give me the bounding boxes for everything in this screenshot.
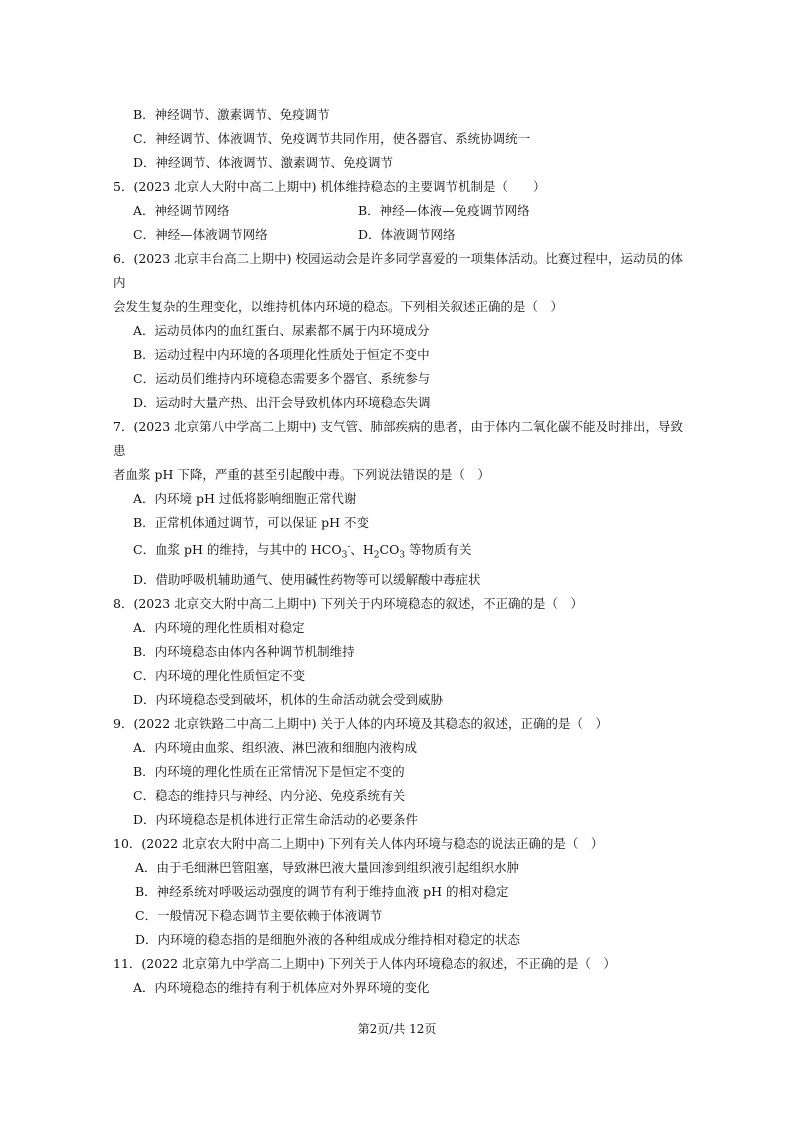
- option-row: [113, 199, 693, 223]
- question-stem: 9．(2022 北京铁路二中高二上期中) 关于人体的内环境及其稳态的叙述，正确的是（ ）: [113, 715, 608, 731]
- question-stem-line2: 会发生复杂的生理变化，以维持机体内环境的稳态。下列相关叙述正确的是（ ）: [113, 299, 564, 314]
- question-5: [113, 175, 693, 247]
- option-c: C．运动员们维持内环境稳态需要多个器官、系统参与: [133, 371, 431, 386]
- option-c-mid2: CO: [379, 542, 400, 558]
- option-a: A．神经调节网络: [133, 203, 230, 218]
- question-6: [113, 247, 693, 415]
- option-d: D．内环境稳态是机体进行正常生命活动的必要条件: [133, 811, 419, 827]
- subscript: 3: [399, 550, 406, 561]
- question-stem: 8．(2023 北京交大附中高二上期中) 下列关于内环境稳态的叙述，不正确的是（ ）: [113, 595, 583, 611]
- option-d: D．内环境的稳态指的是细胞外液的各种组成成分维持相对稳定的状态: [135, 931, 521, 947]
- option-a: A．内环境稳态的维持有利于机体应对外界环境的变化: [133, 979, 430, 995]
- option-c: C．稳态的维持只与神经、内分泌、免疫系统有关: [133, 787, 406, 803]
- option-c-prefix: C．血浆 pH 的维持，与其中的 HCO: [133, 542, 342, 558]
- option-d: D．借助呼吸机辅助通气、使用碱性药物等可以缓解酸中毒症状: [133, 571, 481, 587]
- option-a: A．内环境的理化性质相对稳定: [133, 619, 305, 635]
- question-stem-line2: 者血浆 pH 下降，严重的甚至引起酸中毒。下列说法错误的是（ ）: [113, 467, 490, 482]
- question-7: [113, 415, 693, 592]
- page-content: [113, 103, 693, 1000]
- option-b: B．神经系统对呼吸运动强度的调节有利于维持血液 pH 的相对稳定: [135, 883, 509, 899]
- option-d: D．体液调节网络: [358, 227, 456, 242]
- option-c: [113, 535, 693, 568]
- question-stem: 11．(2022 北京第九中学高二上期中) 下列关于人体内环境稳态的叙述，不正确的是（ ）: [113, 955, 616, 971]
- option-c: C．内环境的理化性质恒定不变: [133, 667, 306, 683]
- option-row: [113, 223, 693, 247]
- question-stem-line1: 6．(2023 北京丰台高二上期中) 校园运动会是许多同学喜爱的一项集体活动。比赛过程中，运动员的体内: [113, 251, 683, 290]
- option-a: A．运动员体内的血红蛋白、尿素都不属于内环境成分: [133, 323, 430, 338]
- page-number: 第2页/共 12页: [357, 1022, 437, 1036]
- option-a: A．内环境由血浆、组织液、淋巴液和细胞内液构成: [133, 739, 418, 755]
- question-stem: 10．(2022 北京农大附中高二上期中) 下列有关人体内环境与稳态的说法正确的是（ ）: [113, 835, 604, 851]
- option-d: D．运动时大量产热、出汗会导致机体内环境稳态失调: [133, 395, 431, 410]
- subscript: 2: [373, 550, 380, 561]
- option-c: C．神经—体液调节网络: [133, 227, 268, 242]
- option-c: C．神经调节、体液调节、免疫调节共同作用，使各器官、系统协调统一: [133, 131, 531, 146]
- question-stem-line1: 7．(2023 北京第八中学高二上期中) 支气管、肺部疾病的患者，由于体内二氧化碳不能及时排出，导致患: [113, 419, 683, 458]
- option-b: B．内环境的理化性质在正常情况下是恒定不变的: [133, 763, 405, 779]
- option-d: D．内环境稳态受到破坏，机体的生命活动就会受到威胁: [133, 691, 444, 707]
- option-b: B．内环境稳态由体内各种调节机制维持: [133, 643, 355, 659]
- option-c: C．一般情况下稳态调节主要依赖于体液调节: [135, 907, 383, 923]
- superscript: -: [347, 542, 351, 552]
- question-stem: 5．(2023 北京人大附中高二上期中) 机体维持稳态的主要调节机制是（ ）: [113, 179, 546, 194]
- option-d: D．神经调节、体液调节、激素调节、免疫调节: [133, 155, 394, 170]
- subscript: 3: [341, 550, 348, 561]
- option-c-mid: 、H: [350, 542, 374, 558]
- option-b: B．神经—体液—免疫调节网络: [358, 203, 530, 218]
- question-8: [113, 592, 693, 712]
- option-b: B．正常机体通过调节，可以保证 pH 不变: [133, 515, 370, 530]
- question-11: [113, 952, 693, 1000]
- option-a: A．由于毛细淋巴管阻塞，导致淋巴液大量回渗到组织液引起组织水肿: [135, 859, 520, 875]
- option-a: A．内环境 pH 过低将影响细胞正常代谢: [133, 491, 357, 506]
- option-c-suffix: 等物质有关: [405, 542, 472, 558]
- question-10: [113, 832, 693, 952]
- question-9: [113, 712, 693, 832]
- option-b: B．神经调节、激素调节、免疫调节: [133, 107, 330, 122]
- option-b: B．运动过程中内环境的各项理化性质处于恒定不变中: [133, 347, 430, 362]
